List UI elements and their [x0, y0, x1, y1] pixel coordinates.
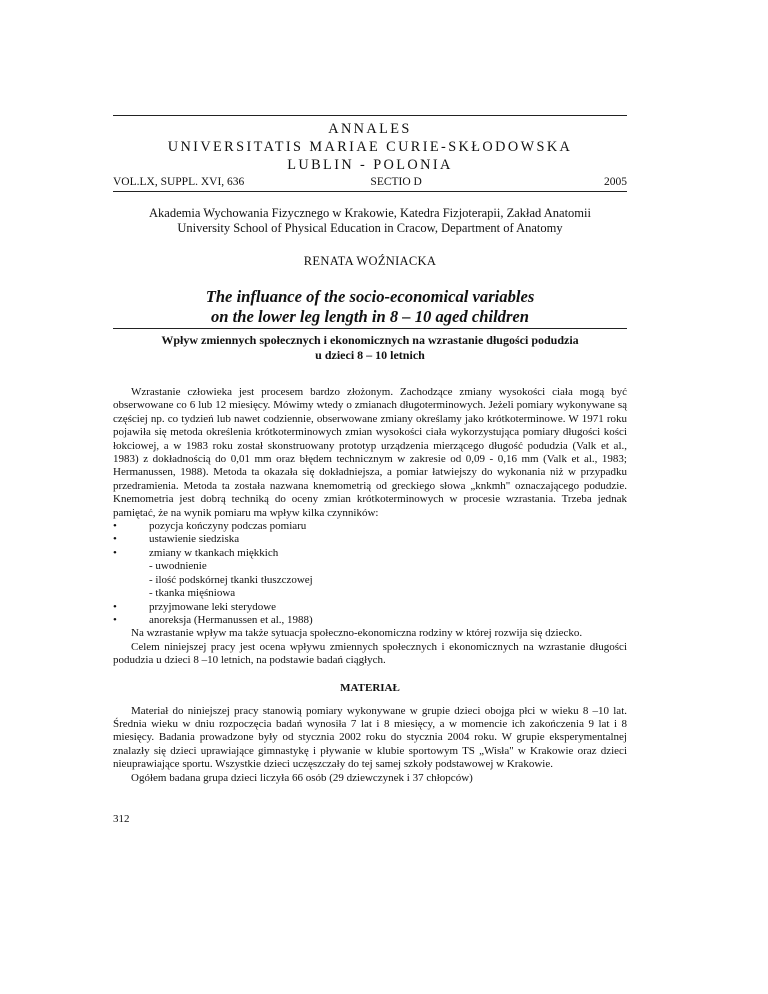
article-subtitle — [113, 333, 627, 363]
list-item: • przyjmowane leki sterydowe — [113, 601, 627, 614]
list-item: • ustawienie siedziska — [113, 533, 627, 546]
subtitle-line-1: Wpływ zmiennych społecznych i ekonomicznych na wzrastanie długości podudzia — [161, 333, 579, 347]
journal-header — [113, 120, 627, 174]
list-item-label: zmiany w tkankach miękkich — [149, 546, 279, 559]
page-number: 312 — [113, 812, 130, 825]
factors-list-continued — [113, 601, 627, 628]
intro-paragraph-2: Na wzrastanie wpływ ma także sytuacja społeczno-ekonomiczna rodziny w której rozwija się dziecko. — [131, 627, 583, 640]
factors-list — [113, 520, 627, 560]
year-info: 2005 — [603, 176, 627, 188]
material-paragraph-2: Ogółem badana grupa dzieci liczyła 66 osób (29 dziewczynek i 37 chłopców) — [131, 771, 473, 784]
title-rule — [113, 328, 627, 329]
material-paragraph-1: Materiał do niniejszej pracy stanowią pomiary wykonywane w grupie dzieci obojga płci w wieku 8 –10 lat. Średnia wieku w dniu rozpoczęcia badań wynosiła 7 lat i 8 miesięcy, a w momencie ich zakończenia 9 lat i 8 miesięcy. Badania prowadzone były od stycznia 2002 roku do stycznia 2004 roku. W grupie eksperymentalnej znalazły się dzieci uprawiające gimnastykę i pływanie w klubie sportowym TS „Wisła" w Krakowie oraz dzieci nieuprawiające sportu. Wszystkie dzieci uczęszczały do tej samej szkoły podstawowej w Krakowie. — [113, 704, 627, 771]
introduction-section — [113, 386, 627, 668]
journal-name-line-3: LUBLIN - POLONIA — [287, 157, 453, 173]
author-name: RENATA WOŹNIACKA — [303, 254, 437, 268]
subtitle-line-2: u dzieci 8 – 10 letnich — [315, 348, 425, 362]
soft-tissue-sublist — [113, 560, 627, 600]
affiliation-polish: Akademia Wychowania Fizycznego w Krakowie, Katedra Fizjoterapii, Zakład Anatomii — [149, 206, 591, 220]
intro-paragraph: Wzrastanie człowieka jest procesem bardzo złożonym. Zachodzące zmiany wysokości ciała mogą być obserwowane co 6 lub 12 miesięcy. Mówimy wtedy o zmianach długoterminowych. Jeżeli pomiary wykonywane są częściej np. co tydzień lub nawet codziennie, obserwowane zmiany określamy jako krótkoterminowe. W 1971 roku pojawiła się metoda określenia krótkoterminowych zmian wysokości ciała wykorzystująca pomiary długości kości łokciowej, a w 1983 roku został skonstruowany prototyp urządzenia mierzącego długość podudzia (Valk et al., 1983) z dokładnością do 0,01 mm oraz błędem technicznym w zakresie od 0,09 - 0,16 mm (Valk et al., 1983; Hermanussen, 1988). Metoda ta okazała się dokładniejsza, a pomiar łatwiejszy do wykonania niż w przypadku przedramienia. Metoda ta została nazwana knemometrią od greckiego słowa „knkmh" oznaczającego podudzie. Knemometria jest dobrą techniką do oceny zmian krótkoterminowych w procesie wzrastania. Trzeba jednak pamiętać, że na wynik pomiaru ma wpływ kilka czynników: — [113, 386, 627, 519]
header-bottom-rule — [113, 191, 627, 192]
sublist-item: - tkanka mięśniowa — [149, 587, 236, 600]
list-item: • pozycja kończyny podczas pomiaru — [113, 520, 627, 533]
volume-info: VOL.LX, SUPPL. XVI, 636 — [113, 176, 245, 188]
affiliation — [113, 206, 627, 236]
sublist-item: - uwodnienie — [149, 560, 207, 573]
affiliation-english: University School of Physical Education in Cracow, Department of Anatomy — [177, 221, 563, 235]
material-section — [113, 705, 627, 785]
page — [113, 0, 627, 825]
journal-name-line-2: UNIVERSITATIS MARIAE CURIE-SKŁODOWSKA — [167, 139, 573, 155]
header-top-rule — [113, 115, 627, 116]
article-title — [113, 287, 627, 327]
journal-name-line-1: ANNALES — [328, 121, 412, 137]
list-item: • anoreksja (Hermanussen et al., 1988) — [113, 614, 627, 627]
title-line-1: The influance of the socio-economical variables — [205, 287, 535, 306]
sublist-item: - ilość podskórnej tkanki tłuszczowej — [149, 573, 313, 586]
material-heading: MATERIAŁ — [340, 681, 400, 694]
journal-meta-row — [113, 175, 627, 189]
list-item — [113, 547, 627, 560]
title-line-2: on the lower leg length in 8 – 10 aged children — [210, 307, 530, 326]
sectio-info: SECTIO D — [370, 176, 422, 188]
intro-paragraph-3: Celem niniejszej pracy jest ocena wpływu zmiennych społecznych i ekonomicznych na wzrastanie długości podudzia u dzieci 8 –10 letnich, na podstawie badań ciągłych. — [113, 640, 627, 667]
